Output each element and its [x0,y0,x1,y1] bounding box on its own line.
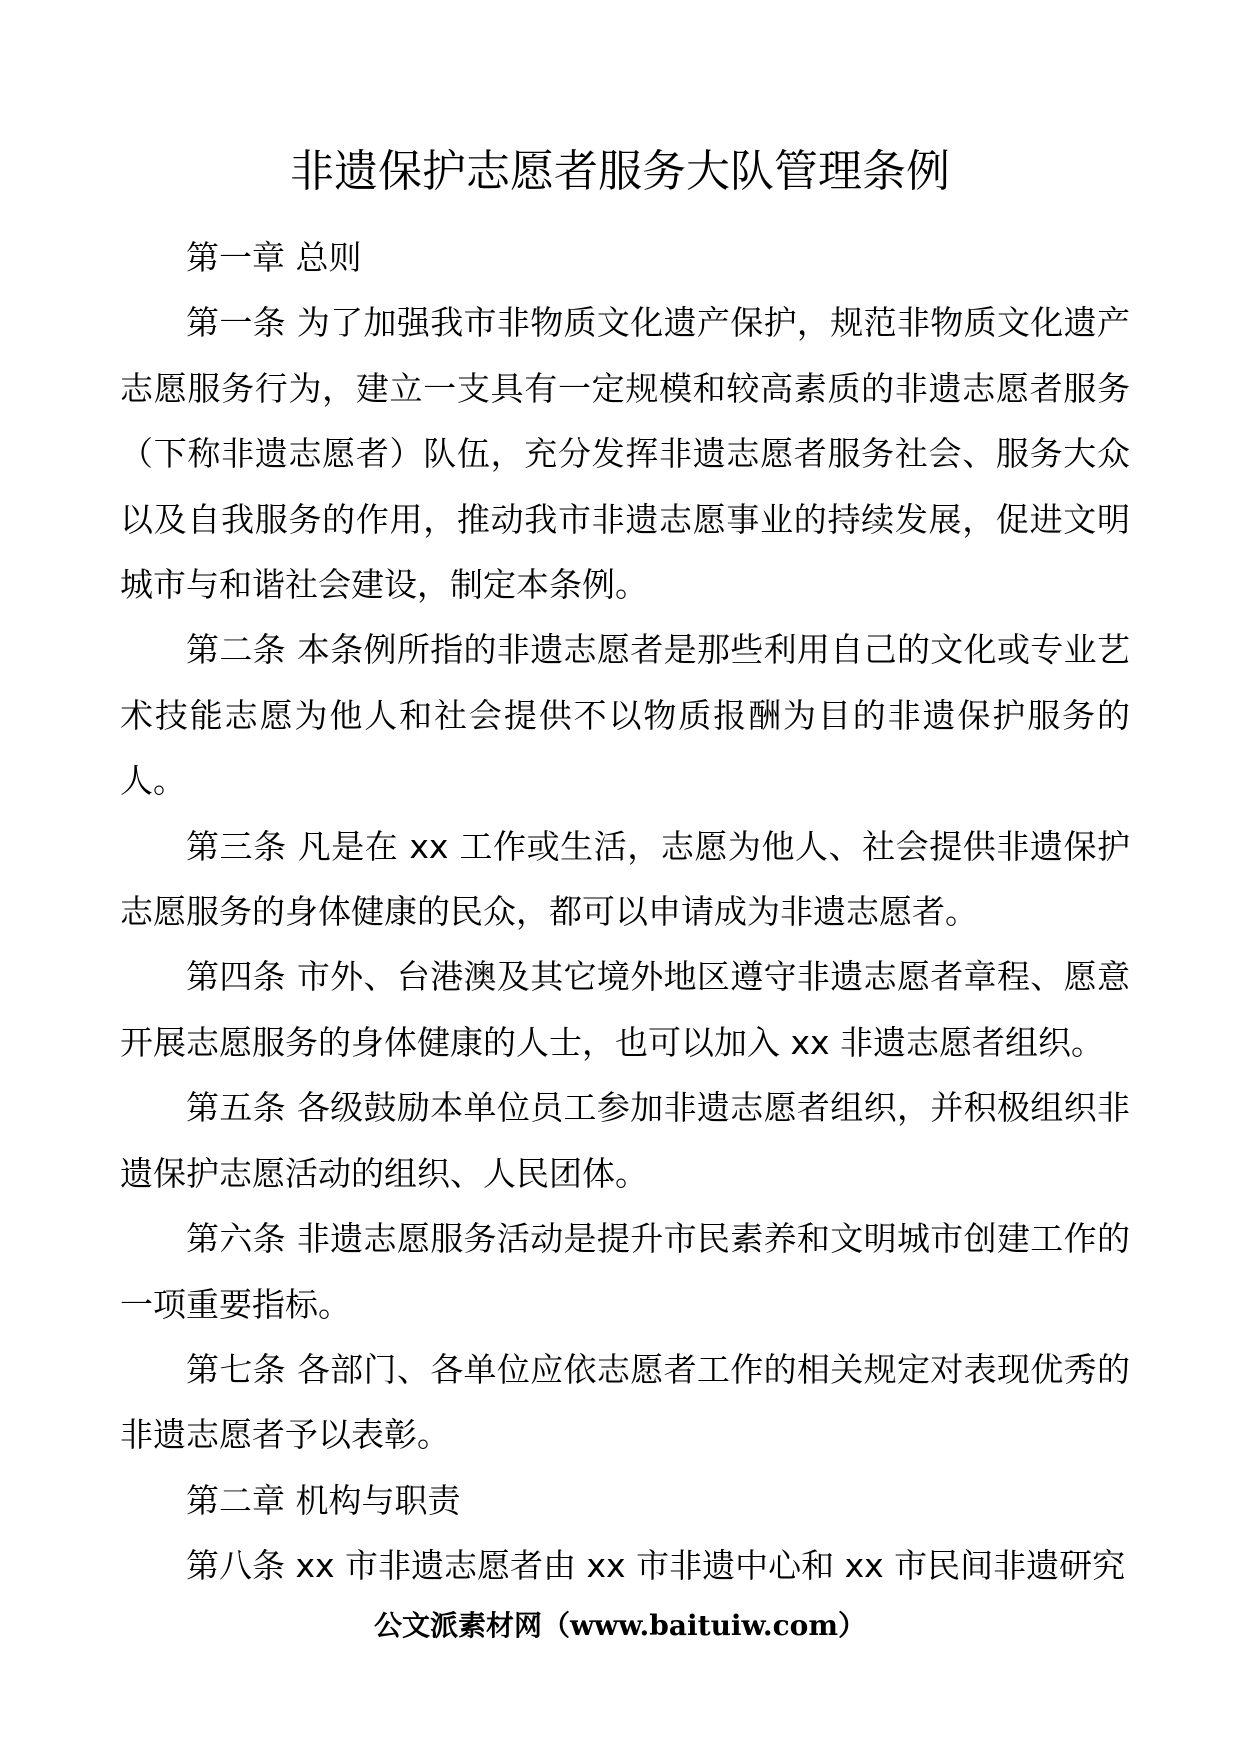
article-paragraph: 第六条 非遗志愿服务活动是提升市民素养和文明城市创建工作的一项重要指标。 [120,1219,1130,1324]
article-paragraph: 第五条 各级鼓励本单位员工参加非遗志愿者组织，并积极组织非遗保护志愿活动的组织、人民团体。 [120,1088,1130,1193]
footer-watermark: 公文派素材网（www.baituiw.com） [374,1609,866,1642]
article-paragraph: 第三条 凡是在 xx 工作或生活，志愿为他人、社会提供非遗保护志愿服务的身体健康的民众，都可以申请成为非遗志愿者。 [120,826,1130,932]
article-paragraph: 第一条 为了加强我市非物质文化遗产保护，规范非物质文化遗产志愿服务行为，建立一支具有一定规模和较高素质的非遗志愿者服务（下称非遗志愿者）队伍，充分发挥非遗志愿者服务社会、服务大众以及自我服务的作用，推动我市非遗志愿事业的持续发展，促进文明城市与和谐社会建设，制定本条例。 [120,303,1130,605]
article-paragraph: 第八条 xx 市非遗志愿者由 xx 市非遗中心和 xx 市民间非遗研究 [186,1546,1126,1586]
article-paragraph: 第七条 各部门、各单位应依志愿者工作的相关规定对表现优秀的非遗志愿者予以表彰。 [120,1349,1130,1455]
article-paragraph: 第二条 本条例所指的非遗志愿者是那些利用自己的文化或专业艺术技能志愿为他人和社会提供不以物质报酬为目的非遗保护服务的人。 [120,630,1130,801]
chapter-heading: 第一章 总则 [186,238,362,277]
document-body [120,225,1130,1599]
article-paragraph: 第四条 市外、台港澳及其它境外地区遵守非遗志愿者章程、愿意开展志愿服务的身体健康的人士，也可以加入 xx 非遗志愿者组织。 [120,957,1130,1062]
chapter-heading: 第二章 机构与职责 [186,1480,461,1520]
document-title: 非遗保护志愿者服务大队管理条例 [290,146,950,197]
